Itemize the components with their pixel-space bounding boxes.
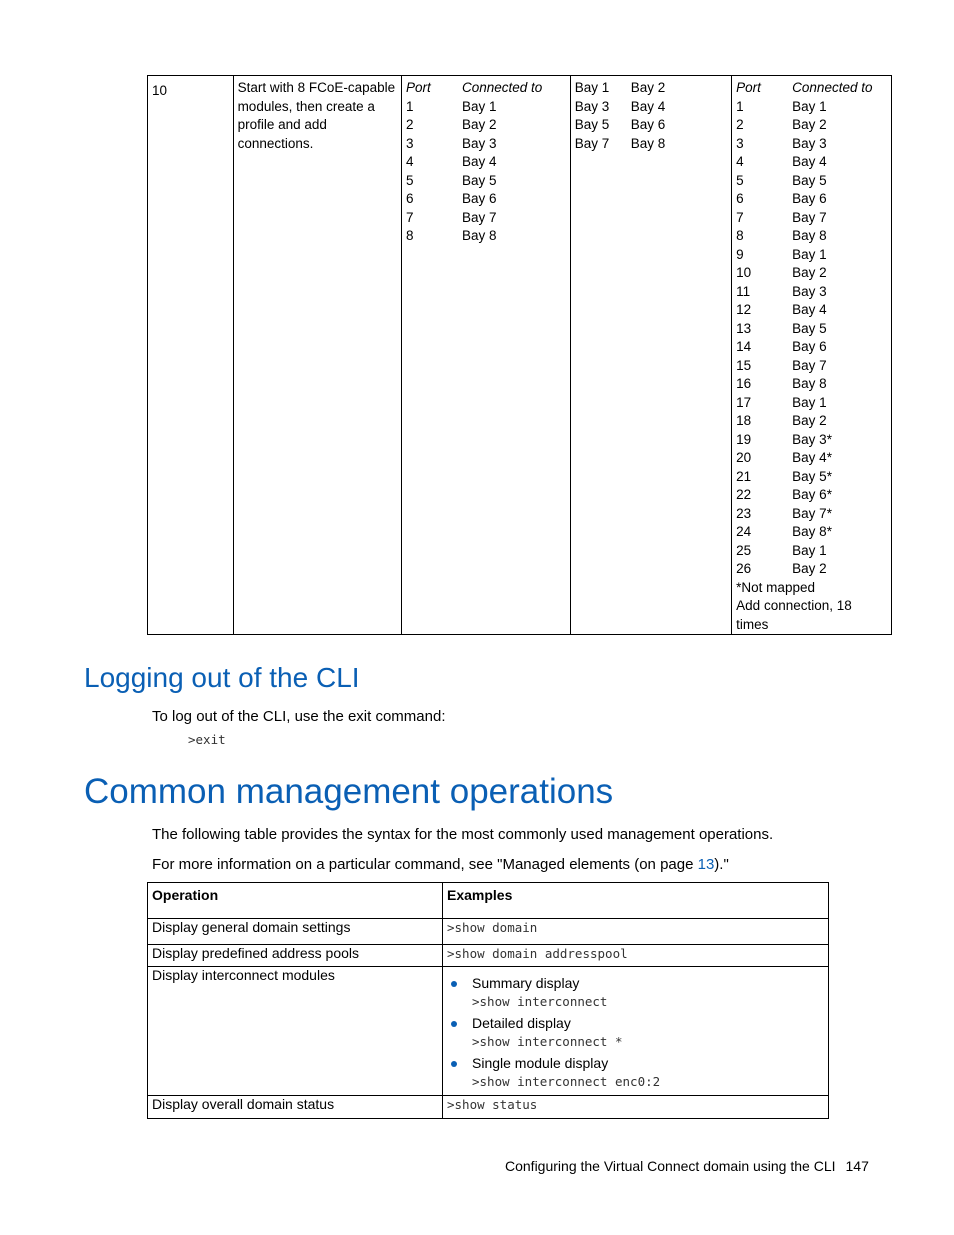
grid-cell-key: 4 <box>736 154 744 169</box>
more-info-prefix: For more information on a particular command, see "Managed elements (on page <box>152 856 698 873</box>
grid-cell-key: 10 <box>736 265 752 280</box>
logout-text: To log out of the CLI, use the exit command: <box>152 708 446 725</box>
grid-cell-value: Bay 2 <box>792 117 827 132</box>
port-mapping-grid-extended <box>736 79 887 579</box>
grid-cell-key: 5 <box>736 172 744 188</box>
grid-cell-value: Bay 4 <box>792 302 827 317</box>
grid-cell-value: Bay 6* <box>792 487 832 502</box>
example-code: >show status <box>447 1097 538 1112</box>
grid-cell-value: Bay 8* <box>792 524 832 539</box>
grid-cell-value: Bay 3 <box>461 135 497 151</box>
grid-cell-value: Bay 2 <box>792 561 827 576</box>
grid-cell-value: Bay 1 <box>792 542 827 558</box>
operation-cell: Display general domain settings <box>148 919 443 945</box>
grid-cell-value: Bay 2 <box>792 413 827 428</box>
operation-header: Operation <box>148 883 443 919</box>
table-row <box>148 945 829 967</box>
grid-cell-key: 1 <box>405 98 414 114</box>
grid-cell-value: Bay 2 <box>461 117 497 132</box>
grid-cell-value: Bay 8 <box>792 228 827 243</box>
grid-cell-value: Bay 6 <box>630 117 666 132</box>
grid-cell-key: 20 <box>736 450 752 465</box>
grid-cell-key: 26 <box>736 561 752 576</box>
grid-cell-key: 6 <box>405 191 414 206</box>
list-item <box>447 973 824 1011</box>
example-code: >show interconnect <box>472 994 608 1009</box>
grid-cell-value: Bay 4 <box>792 154 827 169</box>
grid-cell-key: 7 <box>405 209 414 225</box>
common-operations-heading: Common management operations <box>84 772 614 811</box>
table-row <box>148 1096 829 1119</box>
bay-pairs-grid <box>575 79 727 153</box>
grid-cell-value: Bay 4 <box>630 98 666 114</box>
bullet-icon <box>451 1021 457 1027</box>
table-row <box>148 76 892 635</box>
not-mapped-note: *Not mapped <box>736 579 815 595</box>
grid-cell-key: 19 <box>736 431 752 447</box>
step-number: 10 <box>148 76 234 635</box>
port-mapping-grid <box>406 79 566 246</box>
grid-cell-value: Bay 6 <box>461 191 497 206</box>
list-item <box>447 1053 824 1091</box>
grid-cell-key: 1 <box>736 98 744 114</box>
examples-header: Examples <box>443 883 829 919</box>
grid-cell-value: Bay 5* <box>792 468 832 484</box>
grid-cell-key: 15 <box>736 357 752 373</box>
operation-cell: Display overall domain status <box>148 1096 443 1119</box>
grid-cell-value: Bay 3 <box>792 135 827 151</box>
bullet-label: Detailed display <box>472 1015 571 1031</box>
grid-cell-value: Bay 1 <box>792 246 827 262</box>
grid-cell-key: 12 <box>736 302 752 317</box>
operation-cell: Display predefined address pools <box>148 945 443 967</box>
grid-cell-key: 4 <box>405 154 414 169</box>
grid-cell-key: 8 <box>736 228 744 243</box>
grid-cell-value: Bay 1 <box>461 98 497 114</box>
port-mapping-column <box>401 76 570 635</box>
grid-cell-key: 25 <box>736 542 752 558</box>
grid-cell-value: Bay 8 <box>792 376 827 391</box>
grid-cell-key: 2 <box>736 117 744 132</box>
grid-cell-value: Bay 4* <box>792 450 832 465</box>
grid-cell-key: 18 <box>736 413 752 428</box>
grid-cell-value: Bay 2 <box>792 265 827 280</box>
grid-cell-key: 17 <box>736 394 752 410</box>
grid-cell-value: Bay 3* <box>792 431 832 447</box>
port-header: Port <box>736 80 761 95</box>
operation-cell: Display interconnect modules <box>148 967 443 1096</box>
example-code: >show domain <box>447 920 538 935</box>
grid-cell-key: 16 <box>736 376 752 391</box>
logout-heading: Logging out of the CLI <box>84 662 360 693</box>
table-row <box>148 967 829 1096</box>
example-bullet-list <box>447 967 824 1091</box>
grid-cell-value: Bay 4 <box>461 154 497 169</box>
grid-cell-key: 5 <box>405 172 414 188</box>
grid-cell-value: Bay 5 <box>792 172 827 188</box>
grid-cell-value: Bay 7 <box>792 357 827 373</box>
page-number: 147 <box>845 1158 869 1174</box>
table-row <box>148 919 829 945</box>
grid-cell-key: 3 <box>736 135 744 151</box>
grid-cell-key: Bay 5 <box>574 117 610 132</box>
table-intro-text: The following table provides the syntax for the most commonly used management operations. <box>152 826 774 843</box>
page-link[interactable]: 13 <box>697 856 715 873</box>
bullet-label: Single module display <box>472 1055 609 1071</box>
footer-title: Configuring the Virtual Connect domain using the CLI <box>505 1158 836 1174</box>
grid-cell-key: 3 <box>405 135 414 151</box>
list-item <box>447 1013 824 1051</box>
grid-cell-key: 7 <box>736 209 744 225</box>
more-info-suffix: )." <box>714 856 729 873</box>
exit-command: >exit <box>188 732 226 747</box>
grid-cell-value: Bay 5 <box>461 172 497 188</box>
bay-mapping-table <box>147 75 892 635</box>
grid-cell-value: Bay 7 <box>461 209 497 225</box>
example-code: >show interconnect enc0:2 <box>472 1074 661 1089</box>
grid-cell-key: 13 <box>736 320 752 336</box>
grid-cell-key: 24 <box>736 524 752 539</box>
example-code: >show interconnect * <box>472 1034 623 1049</box>
port-header: Port <box>405 80 431 95</box>
grid-cell-key: 8 <box>405 228 414 243</box>
grid-cell-key: Bay 3 <box>574 98 610 114</box>
example-cell <box>443 1096 829 1119</box>
grid-cell-value: Bay 7* <box>792 505 832 521</box>
example-code: >show domain addresspool <box>447 946 628 961</box>
grid-cell-key: 2 <box>405 117 414 132</box>
grid-cell-value: Bay 1 <box>792 98 827 114</box>
grid-cell-key: 14 <box>736 339 752 354</box>
connected-header: Connected to <box>792 80 873 95</box>
table-header-row <box>148 883 829 919</box>
grid-cell-value: Bay 2 <box>630 80 666 95</box>
example-cell <box>443 945 829 967</box>
grid-cell-key: 6 <box>736 191 744 206</box>
page-footer <box>505 1158 869 1174</box>
grid-cell-value: Bay 5 <box>792 320 827 336</box>
grid-cell-value: Bay 7 <box>792 209 827 225</box>
add-connection-note: Add connection, 18 times <box>736 598 852 632</box>
bullet-icon <box>451 981 457 987</box>
bullet-label: Summary display <box>472 975 580 991</box>
grid-cell-value: Bay 1 <box>792 394 827 410</box>
port-mapping-column-extended <box>732 76 892 635</box>
grid-cell-key: 9 <box>736 246 744 262</box>
grid-cell-key: Bay 7 <box>574 135 610 151</box>
example-cell <box>443 967 829 1096</box>
operations-table <box>147 882 829 1119</box>
grid-cell-value: Bay 8 <box>461 228 497 243</box>
grid-cell-value: Bay 6 <box>792 191 827 206</box>
grid-cell-key: 21 <box>736 468 752 484</box>
connected-header: Connected to <box>461 80 543 95</box>
bay-pairs-column <box>570 76 731 635</box>
step-action: Start with 8 FCoE-capable modules, then create a profile and add connections. <box>233 76 401 635</box>
grid-cell-key: 23 <box>736 505 752 521</box>
bullet-icon <box>451 1061 457 1067</box>
more-info-text <box>152 856 729 873</box>
grid-cell-value: Bay 8 <box>630 135 666 151</box>
grid-cell-key: 11 <box>736 283 751 299</box>
grid-cell-value: Bay 3 <box>792 283 827 299</box>
grid-cell-key: 22 <box>736 487 752 502</box>
grid-cell-key: Bay 1 <box>574 80 610 95</box>
grid-cell-value: Bay 6 <box>792 339 827 354</box>
example-cell <box>443 919 829 945</box>
